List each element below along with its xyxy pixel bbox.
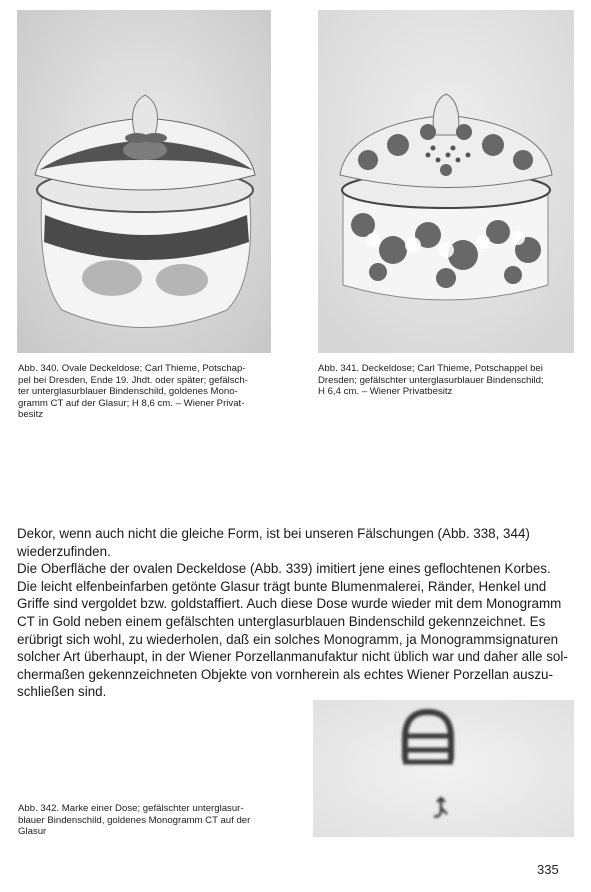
figure-341-photo xyxy=(318,10,574,353)
body-line: chermaßen gekennzeichneten Objekte von vornherein als echtes Wiener Porzellan auszu- xyxy=(17,666,553,682)
caption-line: Dresden; gefälschter unterglasurblauer Bindenschild; xyxy=(318,374,544,386)
body-line: CT in Gold neben einem gefälschten unterglasurblauen Bindenschild gekennzeichnet. Es xyxy=(17,613,546,629)
figure-340-photo xyxy=(17,10,271,353)
figure-342-caption xyxy=(18,803,298,838)
body-line: wiederzufinden. xyxy=(17,543,111,559)
figure-341-caption xyxy=(318,363,580,398)
caption-line: gramm CT auf der Glasur; H 8,6 cm. – Wiener Privat- xyxy=(18,397,245,409)
caption-line: Abb. 340. Ovale Deckeldose; Carl Thieme, Potschap- xyxy=(18,363,246,374)
caption-line: Abb. 342. Marke einer Dose; gefälschter unterglasur- xyxy=(18,803,244,814)
caption-line: pel bei Dresden, Ende 19. Jhdt. oder später; gefälsch- xyxy=(18,374,248,386)
oval-lidded-box-image xyxy=(17,10,271,353)
pierced-lidded-box-image xyxy=(318,10,574,353)
caption-line: Abb. 341. Deckeldose; Carl Thieme, Potschappel bei xyxy=(318,363,543,374)
caption-line: ter unterglasurblauer Bindenschild, goldenes Mono- xyxy=(18,386,238,398)
caption-line: besitz xyxy=(18,409,44,421)
body-line: schließen sind. xyxy=(17,684,107,700)
body-line: solcher Art überhaupt, in der Wiener Porzellanmanufaktur nicht üblich war und daher alle sol- xyxy=(17,649,568,665)
body-line: Die leicht elfenbeinfarben getönte Glasur trägt bunte Blumenmalerei, Ränder, Henkel und xyxy=(17,578,547,594)
figure-342-photo xyxy=(313,700,574,837)
caption-line: blauer Bindenschild, goldenes Monogramm CT auf der xyxy=(18,814,251,826)
caption-line: H 6,4 cm. – Wiener Privatbesitz xyxy=(318,386,453,398)
body-line: Griffe sind vergoldet bzw. goldstaffiert. Auch diese Dose wurde wieder mit dem Monogramm xyxy=(17,596,562,612)
caption-line: Glasur xyxy=(18,826,47,838)
body-line: Dekor, wenn auch nicht die gleiche Form, ist bei unseren Fälschungen (Abb. 338, 344) xyxy=(17,526,530,541)
page-number: 335 xyxy=(537,862,559,877)
body-line: erübrigt sich wohl, zu wiederholen, daß ein solches Monogramm, ja Monogrammsignaturen xyxy=(17,631,559,647)
body-line: Die Oberfläche der ovalen Deckeldose (Abb. 339) imitiert jene eines geflochtenen Korbes. xyxy=(17,561,551,577)
figure-340-caption xyxy=(18,363,276,421)
body-paragraph xyxy=(17,525,574,701)
shield-mark-image xyxy=(313,700,574,837)
